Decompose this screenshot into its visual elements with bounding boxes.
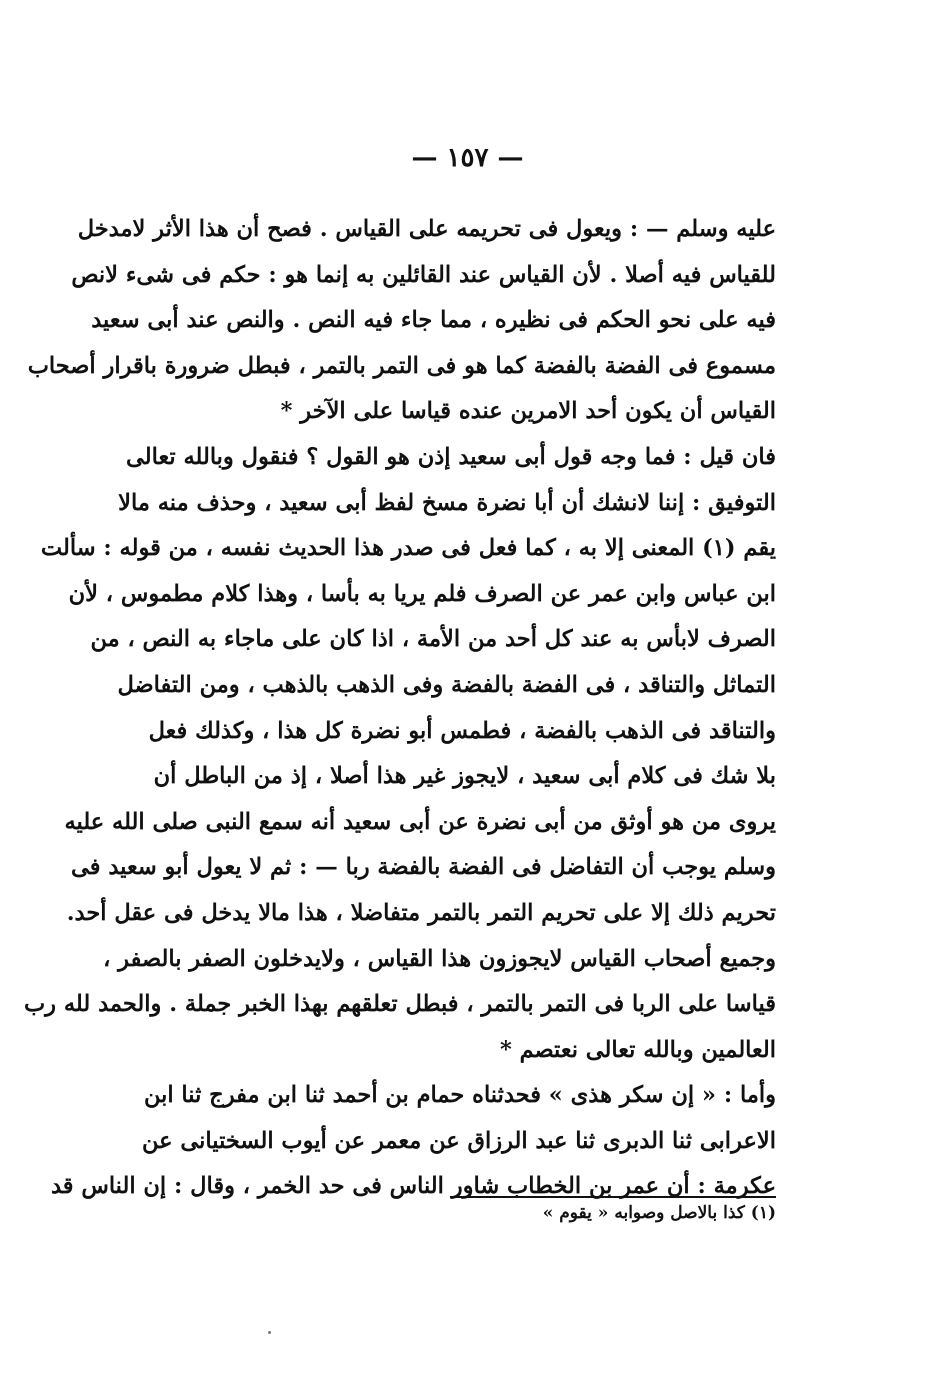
text-line: قياسا على الربا فى التمر بالتمر ، فبطل تعلقهم بهذا الخبر جملة . والحمد لله رب (23, 991, 776, 1018)
text-line: وأما : « إن سكر هذى » فحدثناه حمام بن أحمد ثنا ابن مفرج ثنا ابن (143, 1082, 776, 1109)
text-line: التوفيق : إننا لانشك أن أبا نضرة مسخ لفظ أبى سعيد ، وحذف منه مالا (118, 489, 776, 516)
text-line: يروى من هو أوثق من أبى نضرة عن أبى سعيد أنه سمع النبى صلى الله عليه (64, 808, 776, 835)
text-line: عليه وسلم — : ويعول فى تحريمه على القياس . فصح أن هذا الأثر لامدخل (77, 216, 776, 242)
text-line: فان قيل : فما وجه قول أبى سعيد إذن هو القول ؟ فنقول وبالله تعالى (126, 443, 776, 470)
text-line: الاعرابى ثنا الدبرى ثنا عبد الرزاق عن معمر عن أيوب السختيانى عن (142, 1127, 776, 1154)
text-line: للقياس فيه أصلا . لأن القياس عند القائلين به إنما هو : حكم فى شىء لانص (71, 261, 776, 288)
text-line: الصرف لابأس به عند كل أحد من الأمة ، اذا كان على ماجاء به النص ، من (90, 626, 776, 653)
text-line: تحريم ذلك إلا على تحريم التمر بالتمر متفاضلا ، هذا مالا يدخل فى عقل أحد. (66, 899, 776, 926)
text-line: وسلم يوجب أن التفاضل فى الفضة بالفضة ربا — : ثم لا يعول أبو سعيد فى (71, 854, 776, 881)
text-line: فيه على نحو الحكم فى نظيره ، مما جاء فيه النص . والنص عند أبى سعيد (91, 307, 776, 334)
text-line: ابن عباس وابن عمر عن الصرف فلم يريا به بأسا ، وهذا كلام مطموس ، لأن (68, 580, 776, 607)
text-line: يقم (١) المعنى إلا به ، كما فعل فى صدر هذا الحديث نفسه ، من قوله : سألت (40, 535, 776, 562)
text-line: والتناقد فى الذهب بالفضة ، فطمس أبو نضرة كل هذا ، وكذلك فعل (148, 717, 776, 744)
text-line: القياس أن يكون أحد الامرين عنده قياسا على الآخر * (280, 398, 776, 425)
text-line: بلا شك فى كلام أبى سعيد ، لايجوز غير هذا أصلا ، إذ من الباطل أن (153, 763, 776, 790)
text-line: مسموع فى الفضة بالفضة كما هو فى التمر بالتمر ، فبطل ضرورة باقرار أصحاب (27, 352, 776, 379)
text-line: عكرمة : أن عمر بن الخطاب شاور الناس فى حد الخمر ، وقال : إن الناس قد (50, 1173, 776, 1200)
text-line: وجميع أصحاب القياس لايجوزون هذا القياس ، ولايدخلون الصفر بالصفر ، (103, 945, 776, 972)
text-line: العالمين وبالله تعالى نعتصم * (499, 1036, 776, 1063)
footnote: (١) كذا بالاصل وصوابه « يقوم » (542, 1203, 776, 1223)
footnote-divider (450, 1196, 776, 1198)
body-text (23, 207, 776, 1210)
text-line: التماثل والتناقد ، فى الفضة بالفضة وفى الذهب بالذهب ، ومن التفاضل (117, 671, 776, 698)
scan-speck (268, 1331, 271, 1334)
page-number: — ١٥٧ — (411, 143, 524, 173)
